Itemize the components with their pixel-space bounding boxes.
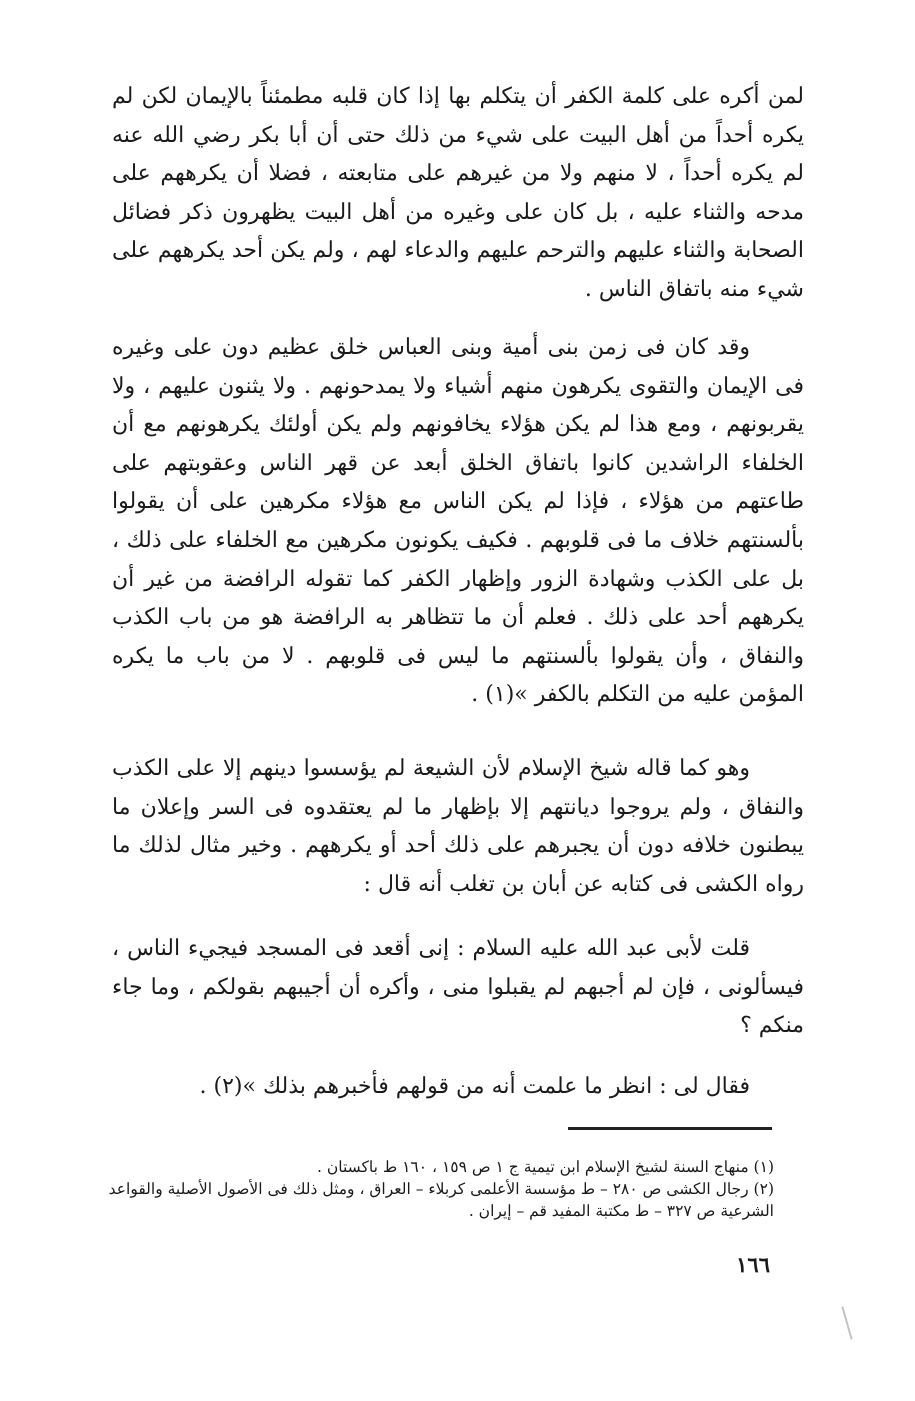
- quote-answer-block: [112, 1068, 804, 1107]
- footnote-separator: [568, 1127, 772, 1130]
- quoted-paragraph: فقال لى : انظر ما علمت أنه من قولهم فأخبرهم بذلك »(٢) .: [199, 1074, 750, 1099]
- footnote-2: (٢) رجال الكشى ص ٢٨٠ – ط مؤسسة الأعلمى كربلاء – العراق ، ومثل ذلك فى الأصول الأصلية والقواعد الشرعية ص ٣٢٧ – ط مكتبة المفيد قم – إيران .: [108, 1180, 774, 1220]
- paragraph-2-block: [112, 329, 804, 715]
- footnotes: [90, 1156, 774, 1222]
- body-paragraph: وقد كان فى زمن بنى أمية وبنى العباس خلق عظيم دون على وغيره فى الإيمان والتقوى يكرهون منهم أشياء ولا يمدحونهم . ولا يثنون عليهم ، ولا يقربونهم ، ومع هذا لم يكن هؤلاء يخافونهم ولم يكن أولئك يكرهونهم مع أن الخلفاء الراشدين كانوا باتفاق الخلق أبعد عن قهر الناس وعقوبتهم على طاعتهم من هؤلاء ، فإذا لم يكن الناس مع هؤلاء مكرهين على أن يقولوا بألسنتهم خلاف ما فى قلوبهم . فكيف يكونون مكرهين مع الخلفاء على ذلك ، بل على الكذب وشهادة الزور وإظهار الكفر كما تقوله الرافضة من غير أن يكرههم أحد على ذلك . فعلم أن ما تتظاهر به الرافضة هو من باب الكذب والنفاق ، وأن يقولوا بألسنتهم ما ليس فى قلوبهم . لا من باب ما يكره المؤمن عليه من التكلم بالكفر »(١) .: [112, 335, 804, 708]
- footnote-1: (١) منهاج السنة لشيخ الإسلام ابن تيمية ج ١ ص ١٥٩ ، ١٦٠ ط باكستان .: [317, 1158, 774, 1176]
- body-paragraph: وهو كما قاله شيخ الإسلام لأن الشيعة لم يؤسسوا دينهم إلا على الكذب والنفاق ، ولم يروجوا ديانتهم إلا بإظهار ما لم يعتقدوه فى السر وإعلان ما يبطنون خلافه دون أن يجبرهم على ذلك أحد أو يكرههم . وخير مثال لذلك ما رواه الكشى فى كتابه عن أبان بن تغلب أنه قال :: [112, 756, 804, 897]
- body-paragraph: لمن أكره على كلمة الكفر أن يتكلم بها إذا كان قلبه مطمئناً بالإيمان لكن لم يكره أحداً من أهل البيت على شيء من ذلك حتى أن أبا بكر رضي الله عنه لم يكره أحداً ، لا منهم ولا من غيرهم على متابعته ، فضلا أن يكرههم على مدحه والثناء عليه ، بل كان على وغيره من أهل البيت يظهرون ذكر فضائل الصحابة والثناء عليهم والترحم عليهم والدعاء لهم ، ولم يكن أحد يكرههم على شيء منه باتفاق الناس .: [112, 84, 804, 302]
- paragraph-1-block: [112, 78, 804, 310]
- page-number: ١٦٦: [736, 1252, 770, 1277]
- quote-question-block: [112, 930, 804, 1046]
- scan-mark: [841, 1306, 852, 1339]
- paragraph-3-block: [112, 750, 804, 904]
- quoted-paragraph: قلت لأبى عبد الله عليه السلام : إنى أقعد فى المسجد فيجيء الناس ، فيسألونى ، فإن لم أجبهم لم يقبلوا منى ، وأكره أن أجيبهم بقولكم ، وما جاء منكم ؟: [112, 936, 804, 1039]
